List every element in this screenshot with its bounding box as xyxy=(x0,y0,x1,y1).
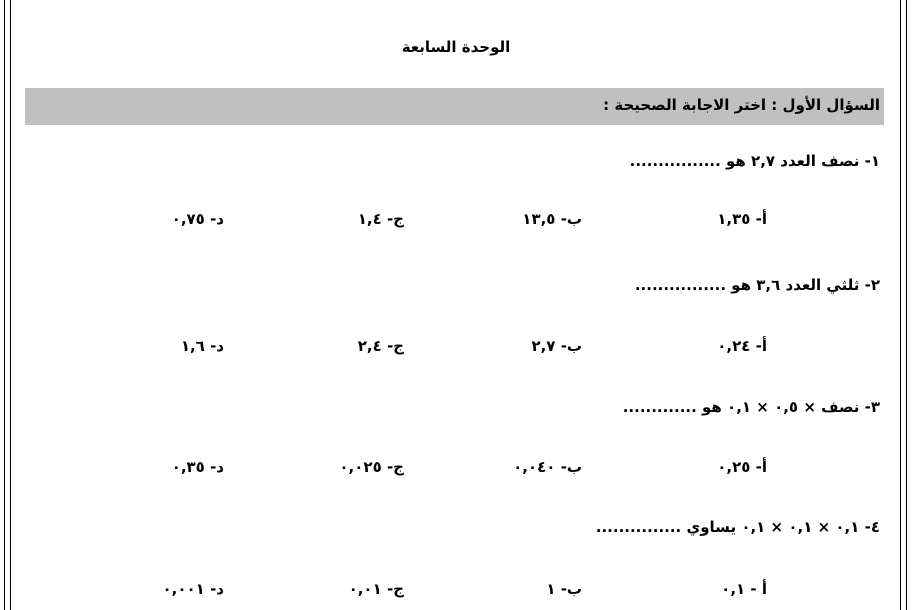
q3-option-b[interactable]: ب- ٠,٠٤٠ xyxy=(513,458,582,476)
page-border-right-inner xyxy=(900,0,901,610)
q2-option-a[interactable]: أ- ٠,٢٤ xyxy=(717,337,767,355)
page-border-right-outer xyxy=(906,0,907,610)
q4-option-b[interactable]: ب- ١ xyxy=(546,580,582,598)
q1-option-b[interactable]: ب- ١٣,٥ xyxy=(522,210,582,228)
q3-option-d[interactable]: د- ٠,٣٥ xyxy=(171,458,224,476)
q2-option-c[interactable]: ج- ٢,٤ xyxy=(357,337,404,355)
page-border-left-outer xyxy=(4,0,5,610)
question-3: ٣- نصف × ٠,٥ × ٠,١ هو ............. xyxy=(622,398,880,416)
q3-option-a[interactable]: أ- ٠,٢٥ xyxy=(717,458,767,476)
q3-option-c[interactable]: ج- ٠,٠٢٥ xyxy=(339,458,404,476)
page-border-left-inner xyxy=(10,0,11,610)
q4-option-a[interactable]: أ - ٠,١ xyxy=(721,580,767,598)
q1-option-c[interactable]: ج- ١,٤ xyxy=(357,210,404,228)
section-header-bar xyxy=(25,88,884,125)
unit-title: الوحدة السابعة xyxy=(401,38,511,56)
q1-option-a[interactable]: أ- ١,٣٥ xyxy=(717,210,767,228)
q4-option-d[interactable]: د- ٠,٠٠١ xyxy=(162,580,224,598)
q1-option-d[interactable]: د- ٠,٧٥ xyxy=(171,210,224,228)
question-1: ١- نصف العدد ٢,٧ هو ................ xyxy=(629,152,880,170)
q2-option-b[interactable]: ب- ٢,٧ xyxy=(531,337,582,355)
question-4: ٤- ٠,١ × ٠,١ × ٠,١ يساوي ............... xyxy=(595,518,880,536)
q4-option-c[interactable]: ج- ٠,٠١ xyxy=(348,580,404,598)
section-title: السؤال الأول : اختر الاجابة الصحيحة : xyxy=(603,96,880,114)
q2-option-d[interactable]: د- ١,٦ xyxy=(180,337,224,355)
question-2: ٢- ثلثي العدد ٣,٦ هو ................ xyxy=(634,276,880,294)
